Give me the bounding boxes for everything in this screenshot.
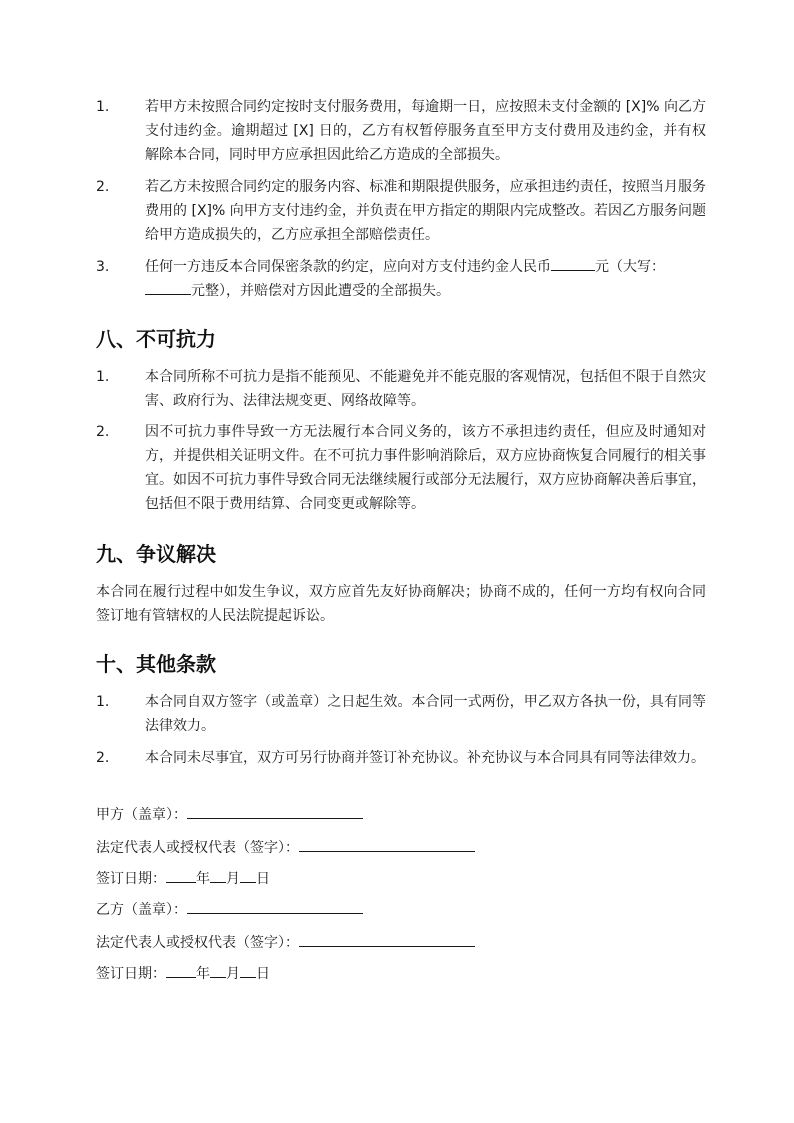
party-a-date-line [96, 866, 270, 891]
year-blank[interactable] [166, 961, 196, 978]
list-item [96, 95, 706, 167]
list-item [96, 690, 706, 738]
month-label: 月 [226, 871, 240, 887]
list-item [96, 420, 706, 516]
month-label: 月 [226, 966, 240, 982]
item-text: 因不可抗力事件导致一方无法履行本合同义务的，该方不承担违约责任，但应及时通知对方，并提供相关证明文件。在不可抗力事件影响消除后，双方应协商恢复合同履行的相关事宜。如因不可抗力事件导致合同无法继续履行或部分无法履行，双方应协商解决善后事宜，包括但不限于费用结算、合同变更或解除等。 [145, 424, 706, 512]
item-number: 2. [96, 750, 110, 766]
party-b-rep-line [96, 930, 475, 955]
party-a-rep-line [96, 835, 475, 860]
party-b-rep-blank[interactable] [299, 930, 475, 947]
year-label: 年 [196, 871, 210, 887]
party-b-label: 乙方（盖章）： [96, 902, 187, 918]
party-a-date-label: 签订日期： [96, 871, 166, 887]
month-blank[interactable] [210, 866, 226, 883]
party-a-seal-line [96, 802, 363, 827]
list-item [96, 255, 706, 303]
item-text [145, 255, 706, 303]
item-text: 本合同所称不可抗力是指不能预见、不能避免并不能克服的客观情况，包括但不限于自然灾害、政府行为、法律法规变更、网络故障等。 [145, 369, 706, 409]
month-blank[interactable] [210, 961, 226, 978]
list-item [96, 746, 706, 794]
item-text: 本合同未尽事宜，双方可另行协商并签订补充协议。补充协议与本合同具有同等法律效力。 [145, 750, 705, 766]
day-label: 日 [256, 871, 270, 887]
section-heading: 十、其他条款 [96, 652, 216, 676]
day-label: 日 [256, 966, 270, 982]
item-number: 1. [96, 694, 110, 710]
party-a-rep-blank[interactable] [299, 835, 475, 852]
year-label: 年 [196, 966, 210, 982]
party-b-date-label: 签订日期： [96, 966, 166, 982]
year-blank[interactable] [166, 866, 196, 883]
party-b-seal-blank[interactable] [187, 897, 363, 914]
party-b-seal-line [96, 897, 363, 922]
party-b-rep-label: 法定代表人或授权代表（签字）： [96, 935, 299, 951]
amount-words-blank [145, 279, 191, 295]
item-number: 3. [96, 259, 110, 275]
item-text-part: 元整），并赔偿对方因此遭受的全部损失。 [191, 283, 450, 299]
party-a-rep-label: 法定代表人或授权代表（签字）： [96, 840, 299, 856]
party-b-date-line [96, 961, 270, 986]
list-item [96, 365, 706, 413]
amount-blank [551, 255, 595, 271]
item-number: 1. [96, 99, 110, 115]
party-a-label: 甲方（盖章）： [96, 807, 187, 823]
day-blank[interactable] [240, 866, 256, 883]
section-heading: 九、争议解决 [96, 542, 216, 566]
party-a-seal-blank[interactable] [187, 802, 363, 819]
item-number: 1. [96, 369, 110, 385]
item-number: 2. [96, 424, 110, 440]
day-blank[interactable] [240, 961, 256, 978]
section-heading: 八、不可抗力 [96, 327, 216, 351]
item-text: 若乙方未按照合同约定的服务内容、标准和期限提供服务，应承担违约责任，按照当月服务费用的 [X]% 向甲方支付违约金，并负责在甲方指定的期限内完成整改。若因乙方服务问题给甲方造成损失的，乙方应承担全部赔偿责任。 [145, 179, 706, 243]
item-text: 若甲方未按照合同约定按时支付服务费用，每逾期一日，应按照未支付金额的 [X]% 向乙方支付违约金。逾期超过 [X] 日的，乙方有权暂停服务直至甲方支付费用及违约金，并有权解除本合同，同时甲方应承担因此给乙方造成的全部损失。 [145, 99, 706, 163]
item-text-part: 元（大写： [595, 259, 665, 275]
item-number: 2. [96, 179, 110, 195]
list-item [96, 175, 706, 247]
paragraph: 本合同在履行过程中如发生争议，双方应首先友好协商解决；协商不成的，任何一方均有权向合同签订地有管辖权的人民法院提起诉讼。 [96, 584, 706, 624]
item-text-part: 任何一方违反本合同保密条款的约定，应向对方支付违约金人民币 [145, 259, 551, 275]
item-text: 本合同自双方签字（或盖章）之日起生效。本合同一式两份，甲乙双方各执一份，具有同等法律效力。 [145, 694, 706, 734]
